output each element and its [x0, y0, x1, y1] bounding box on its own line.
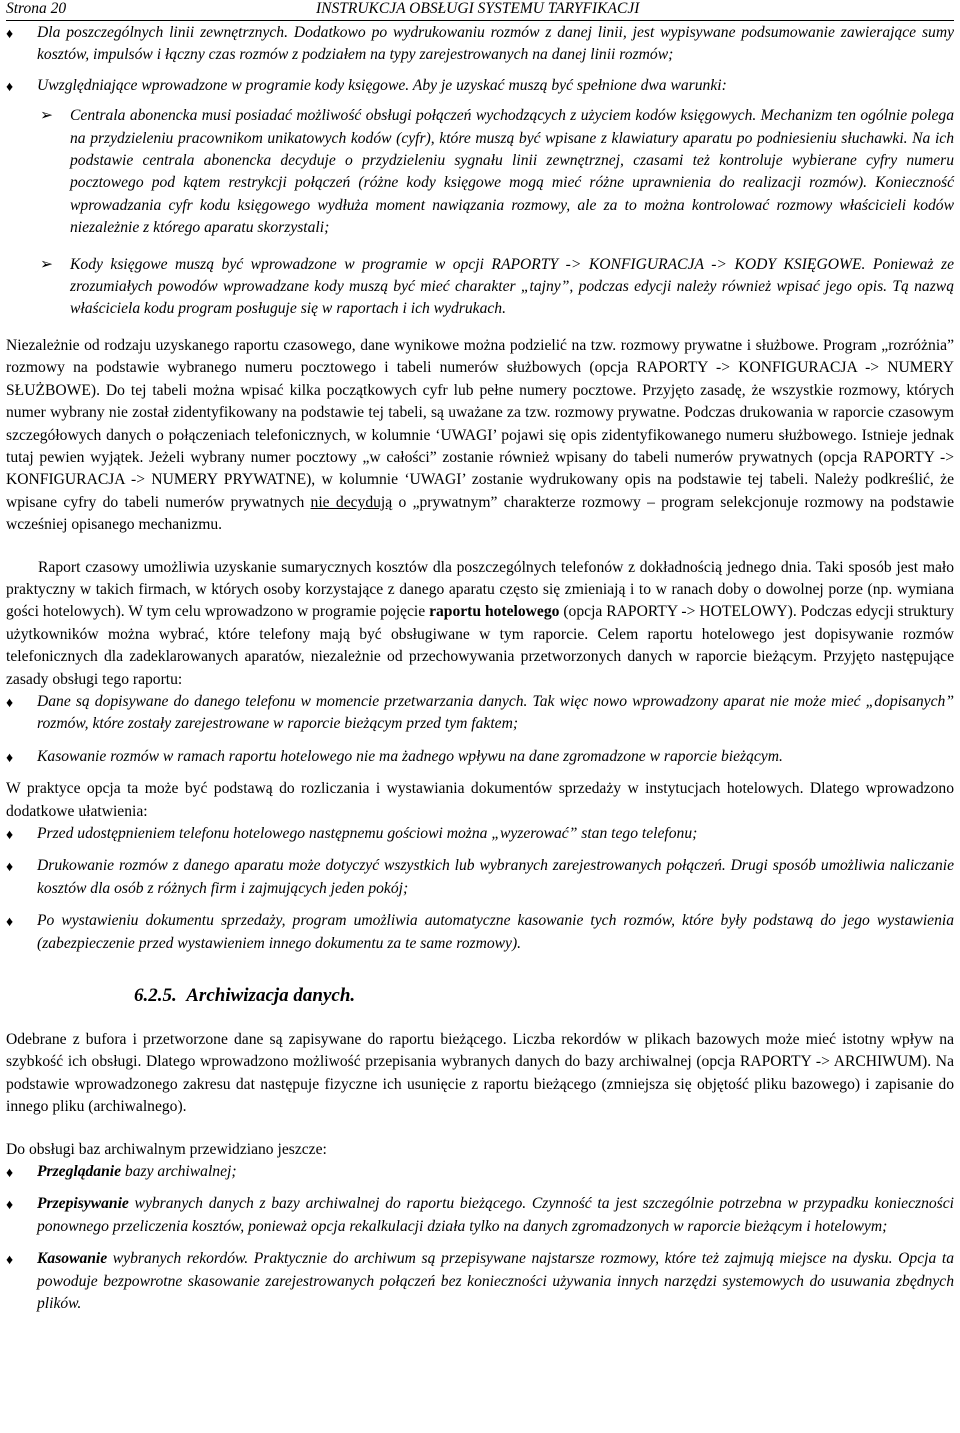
paragraph-practice: W praktyce opcja ta może być podstawą do rozliczania i wystawiania dokumentów sprzedaży w instytucjach hotelowych. Dlatego wprowadzono dodatkowe ułatwienia: [6, 780, 954, 820]
diamond-bullet-icon: ♦ [6, 1253, 14, 1269]
diamond-bullet-icon: ♦ [6, 27, 14, 42]
list-item-text: Dane są dopisywane do danego telefonu w momencie przetwarzania danych. Tak więc nowo wprowadzony aparat nie może mieć „dopisanych” rozmów, które zostały zarejestrowane w raporcie bieżącym przed tym faktem; [37, 692, 954, 733]
bold-term: Kasowanie [37, 1250, 108, 1268]
document-title: INSTRUKCJA OBSŁUGI SYSTEMU TARYFIKACJI [316, 0, 640, 17]
section-title: Archiwizacja danych. [186, 985, 356, 1007]
list-item: ♦ Przepisywanie wybranych danych z bazy archiwalnej do raportu bieżącego. Czynność ta jest szczególnie potrzebna w przypadku konieczności ponownego przeliczenia kosztów, ponieważ opcja rekalkulacji działa tylko na danych zgromadzonych w raporcie bieżącym i hotelowym; [6, 1195, 954, 1235]
list-item [6, 855, 954, 900]
list-item-text: Kasowanie rozmów w ramach raportu hotelowego nie ma żadnego wpływu na dane zgromadzone w raporcie bieżącym. [37, 747, 783, 765]
diamond-bullet-icon: ♦ [6, 915, 14, 931]
bold-term: raportu hotelowego [429, 603, 560, 621]
list-item [6, 75, 954, 97]
condition-text: Kody księgowe muszą być wprowadzone w programie w opcji RAPORTY -> KONFIGURACJA -> KODY KSIĘGOWE. Ponieważ ze zrozumiałych powodów wprowadzane kody muszą być mieć charakter „tajny”, podczas edycji należy również wpisać jego opis. Tą nazwą właściciela kodu program posługuje się w raportach i ich wydrukach. [70, 255, 954, 318]
list-item [6, 910, 954, 955]
page-header [6, 0, 954, 21]
paragraph-private-calls: Niezależnie od rodzaju uzyskanego raportu czasowego, dane wynikowe można podzielić na tzw. rozmowy prywatne i służbowe. Program „rozróżnia” rozmowy na podstawie wybranego numeru pocztowego i tabeli numerów służbowych (opcja RAPORTY -> KONFIGURACJA -> NUMERY SŁUŻBOWE). Do tej tabeli można wpisać kilka początkowych cyfr lub pełne numery pocztowe. Przyjęto zasadę, że wszystkie rozmowy, których numer wybrany nie został zidentyfikowany na podstawie tej tabeli, są uważane za tzw. rozmowy prywatne. Podczas drukowania w raporcie czasowym szczegółowych danych o połączeniach telefonicznych, w kolumnie ‘UWAGI’ pojawi się opis zidentyfikowanego numeru służbowego. Istnieje jednak tutaj pewien wyjątek. Jeżeli wybrany numer pocztowy „w całości” zostanie również wpisany do tabeli numerów prywatnych (opcja RAPORTY -> KONFIGURACJA -> NUMERY PRYWATNE), w kolumnie ‘UWAGI’ zostanie wydrukowany opis na podstawie tej tabeli. Należy podkreślić, że wpisane cyfry do tabeli numerów prywatnych nie decydują o „prywatnym” charakterze rozmowy – program selekcjonuje rozmowy na podstawie wcześniej opisanego mechanizmu. [6, 336, 954, 534]
underlined-text: nie decydują [310, 493, 393, 511]
diamond-bullet-icon: ♦ [6, 750, 14, 766]
list-item: ♦ Przeglądanie bazy archiwalnej; [6, 1161, 954, 1183]
list-item-text: Drukowanie rozmów z danego aparatu może dotyczyć wszystkich lub wybranych zarejestrowanych połączeń. Drugi sposób umożliwia naliczanie kosztów dla osób z różnych firm i zajmujących jeden pokój; [37, 857, 954, 897]
diamond-bullet-icon: ♦ [6, 1198, 14, 1214]
diamond-bullet-icon: ♦ [6, 860, 14, 876]
list-item-text: Po wystawieniu dokumentu sprzedaży, program umożliwia automatyczne kasowanie tych rozmów, które były podstawą do jego wystawienia (zabezpieczenie przed wystawieniem innego dokumentu za te same rozmowy). [37, 912, 954, 952]
list-item-text: Dla poszczególnych linii zewnętrznych. Dodatkowo po wydrukowaniu rozmów z danej linii, jest wypisywane podsumowanie zawierające sumy kosztów, impulsów i łączny czas rozmów z podziałem na typy zarejestrowanych na danej linii rozmów; [37, 24, 954, 64]
section-number: 6.2.5. [134, 985, 177, 1007]
condition-item [6, 105, 954, 239]
paragraph-archive: Odebrane z bufora i przetworzone dane są zapisywane do raportu bieżącego. Liczba rekordów w plikach bazowych może mieć istotny wpływ na szybkość ich obsługi. Dlatego wprowadzono możliwość przepisania wybranych danych do bazy archiwalnej (opcja RAPORTY -> ARCHIWUM). Na podstawie wprowadzonego zakresu dat następuje fizyczne ich usunięcie z raportu bieżącego (zmniejsza się objętość pliku bazowego) i zapisanie do innego pliku (archiwalnego). [6, 1031, 954, 1116]
diamond-bullet-icon: ♦ [6, 1166, 14, 1182]
list-item [6, 746, 954, 768]
diamond-bullet-icon: ♦ [6, 79, 14, 95]
page-content [6, 22, 954, 1316]
list-item [6, 22, 954, 67]
diamond-bullet-icon: ♦ [6, 695, 14, 711]
list-item-text: Przed udostępnieniem telefonu hotelowego następnemu gościowi można „wyzerować” stan tego telefonu; [37, 825, 698, 842]
arrow-bullet-icon: ➢ [40, 255, 54, 273]
bold-term: Przeglądanie [37, 1163, 122, 1181]
list-item [6, 691, 954, 736]
list-item-text: Uwzględniające wprowadzone w programie kody księgowe. Aby je uzyskać muszą być spełnione dwa warunki: [37, 76, 727, 94]
bold-term: Przepisywanie [37, 1195, 129, 1213]
section-heading [6, 983, 954, 1009]
paragraph-archive-ops-intro: Do obsługi baz archiwalnym przewidziano jeszcze: [6, 1140, 327, 1158]
condition-text: Centrala abonencka musi posiadać możliwość obsługi połączeń wychodzących z użyciem kodów księgowych. Mechanizm ten ogólnie polega na przydzieleniu pracownikom unikatowych kodów (cyfr), które muszą być wpisane z klawiatury aparatu po podniesieniu słuchawki. Na ich podstawie centrala abonencka decyduje o przydzieleniu sygnału linii zewnętrznej, czasami też kontroluje wybierane cyfry numeru pocztowego pod kątem restrykcji połączeń (różne kody księgowe mogą mieć różne uprawnienia do realizacji rozmów). Konieczność wprowadzania cyfr kodu księgowego wydłuża moment nawiązania rozmowy, ale za to można kontrolować rozmowy właścicieli kodów niezależnie z którego aparatu skorzystali; [70, 107, 954, 237]
list-item: ♦ Kasowanie wybranych rekordów. Praktycznie do archiwum są przepisywane najstarsze rozmowy, które też zajmują miejsce na dysku. Opcja ta powoduje bezpowrotne skasowanie zarejestrowanych połączeń bez konieczności używania innych narzędzi systemowych do usuwania zbędnych plików. [6, 1250, 954, 1313]
page-number: Strona 20 [6, 0, 67, 17]
list-item [6, 823, 954, 845]
diamond-bullet-icon: ♦ [6, 828, 14, 843]
arrow-bullet-icon: ➢ [40, 107, 54, 125]
condition-item [6, 254, 954, 321]
paragraph-hotel-report: Raport czasowy umożliwia uzyskanie sumarycznych kosztów dla poszczególnych telefonów z dokładnością jednego dnia. Taki sposób jest mało praktyczny w takich firmach, w których osoby korzystające z danego aparatu często się zmieniają i to w ranach doby o dowolnej porze (np. wymiana gości hotelowych). W tym celu wprowadzono w programie pojęcie raportu hotelowego (opcja RAPORTY -> HOTELOWY). Podczas edycji struktury użytkowników można wybrać, które telefony mają być obsługiwane w tym raporcie. Celem raportu hotelowego jest dopisywanie rozmów telefonicznych dla zadeklarowanych aparatów, niezależnie od przechowywania przetworzonych danych w raporcie bieżącym. Przyjęto następujące zasady obsługi tego raportu: [6, 558, 954, 688]
